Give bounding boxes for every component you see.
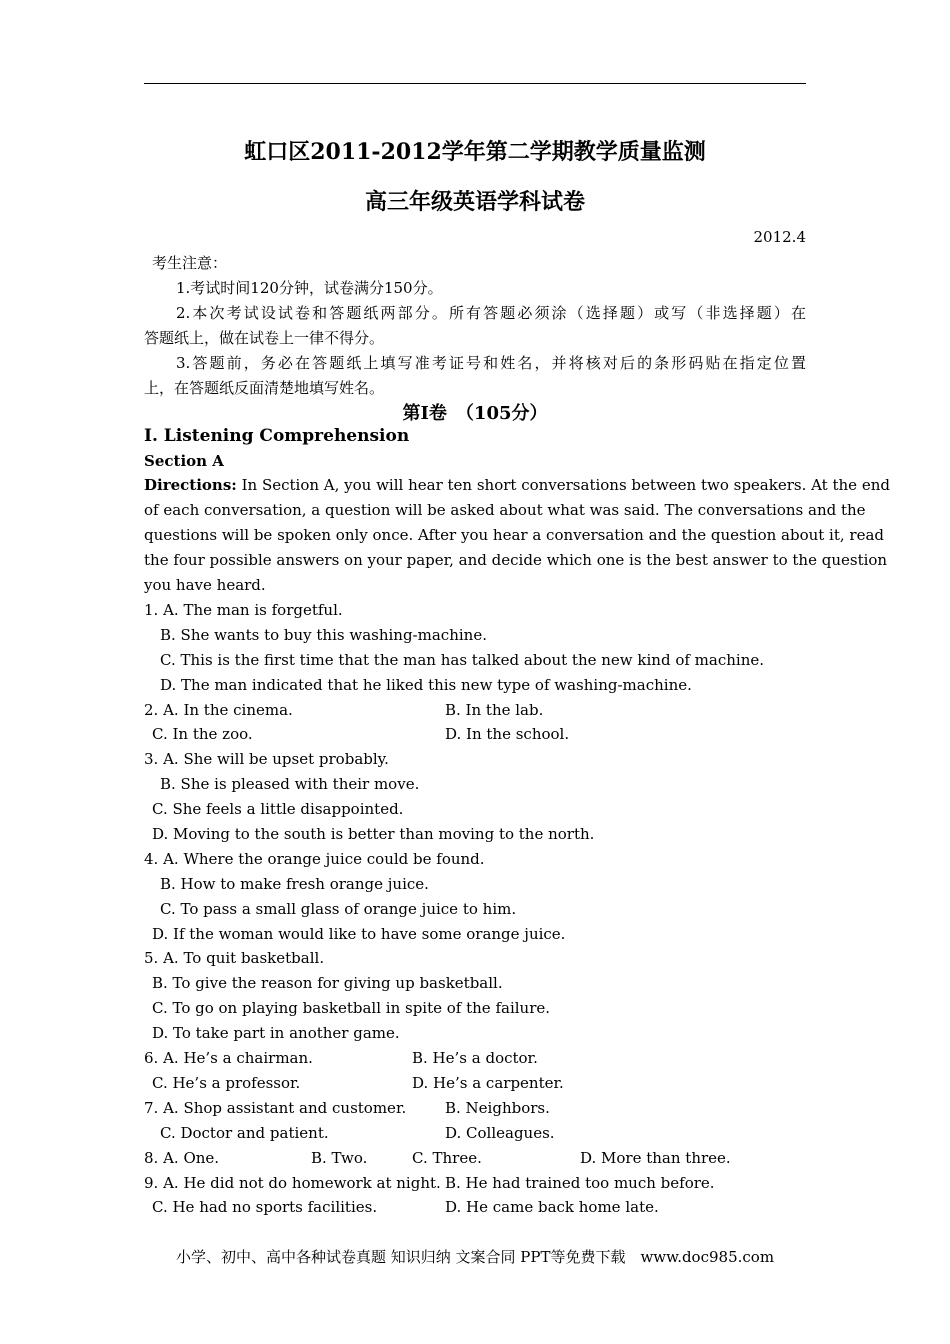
q4-option-b: B. How to make fresh orange juice. (160, 875, 429, 893)
q1-option-d: D. The man indicated that he liked this new type of washing-machine. (160, 676, 692, 694)
q1-option-b: B. She wants to buy this washing-machine. (160, 626, 487, 644)
q1-option-c: C. This is the first time that the man has talked about the new kind of machine. (160, 651, 765, 669)
notice-item-1: 1.考试时间120分钟，试卷满分150分。 (176, 279, 443, 297)
q5-option-b: B. To give the reason for giving up basketball. (152, 974, 503, 992)
q7-option-b: B. Neighbors. (445, 1099, 550, 1117)
q2-option-b: B. In the lab. (445, 701, 544, 719)
q4-option-a: 4. A. Where the orange juice could be found. (144, 850, 485, 868)
top-rule (144, 83, 806, 84)
q7-option-c: C. Doctor and patient. (160, 1124, 329, 1142)
q9-option-a: 9. A. He did not do homework at night. (144, 1174, 441, 1192)
q3-option-b: B. She is pleased with their move. (160, 775, 420, 793)
directions-label: Directions: (144, 476, 237, 494)
notice-item-3-line-1: 3.答题前，务必在答题纸上填写准考证号和姓名，并将核对后的条形码贴在指定位置 (176, 354, 806, 372)
notice-item-2-line-2: 答题纸上，做在试卷上一律不得分。 (144, 329, 385, 347)
q9-option-b: B. He had trained too much before. (445, 1174, 715, 1192)
q3-option-c: C. She feels a little disappointed. (152, 800, 404, 818)
q7-option-a: 7. A. Shop assistant and customer. (144, 1099, 407, 1117)
q9-option-c: C. He had no sports facilities. (152, 1198, 378, 1216)
exam-date: 2012.4 (753, 228, 806, 246)
q8-option-d: D. More than three. (580, 1149, 731, 1167)
q6-option-c: C. He’s a professor. (152, 1074, 301, 1092)
notice-item-2-line-1: 2.本次考试设试卷和答题纸两部分。所有答题必须涂（选择题）或写（非选择题）在 (176, 304, 806, 322)
q2-option-c: C. In the zoo. (152, 725, 253, 743)
exam-title: 虹口区2011-2012学年第二学期教学质量监测 (244, 139, 706, 165)
q1-option-a: 1. A. The man is forgetful. (144, 601, 343, 619)
q8-option-c: C. Three. (412, 1149, 482, 1167)
q6-option-b: B. He’s a doctor. (412, 1049, 538, 1067)
q5-option-c: C. To go on playing basketball in spite of the failure. (152, 999, 551, 1017)
part-title: 第I卷 （105分） (402, 403, 548, 424)
directions-line-5: you have heard. (144, 576, 266, 594)
directions-text: In Section A, you will hear ten short conversations between two speakers. At the end (241, 476, 890, 494)
q7-option-d: D. Colleagues. (445, 1124, 555, 1142)
q2-option-a: 2. A. In the cinema. (144, 701, 293, 719)
q6-option-a: 6. A. He’s a chairman. (144, 1049, 313, 1067)
q3-option-a: 3. A. She will be upset probably. (144, 750, 389, 768)
directions-line-2: of each conversation, a question will be asked about what was said. The conversations and the (144, 501, 866, 519)
q4-option-d: D. If the woman would like to have some orange juice. (152, 925, 566, 943)
q8-option-b: B. Two. (311, 1149, 368, 1167)
q6-option-d: D. He’s a carpenter. (412, 1074, 564, 1092)
directions-line-3: questions will be spoken only once. After you hear a conversation and the question about it, read (144, 526, 885, 544)
q4-option-c: C. To pass a small glass of orange juice to him. (160, 900, 517, 918)
section-heading: I. Listening Comprehension (144, 426, 410, 446)
notice-heading: 考生注意： (152, 254, 228, 272)
directions-line-1 (144, 476, 890, 494)
q9-option-d: D. He came back home late. (445, 1198, 659, 1216)
directions-line-4: the four possible answers on your paper, and decide which one is the best answer to the question (144, 551, 888, 569)
q2-option-d: D. In the school. (445, 725, 570, 743)
notice-item-3-line-2: 上，在答题纸反面清楚地填写姓名。 (144, 379, 385, 397)
q5-option-d: D. To take part in another game. (152, 1024, 400, 1042)
q5-option-a: 5. A. To quit basketball. (144, 949, 325, 967)
q8-option-a: 8. A. One. (144, 1149, 220, 1167)
exam-subtitle: 高三年级英语学科试卷 (364, 189, 585, 215)
page-footer: 小学、初中、高中各种试卷真题 知识归纳 文案合同 PPT等免费下载 www.doc985.com (175, 1248, 775, 1266)
section-subheading: Section A (144, 452, 224, 470)
q3-option-d: D. Moving to the south is better than moving to the north. (152, 825, 595, 843)
